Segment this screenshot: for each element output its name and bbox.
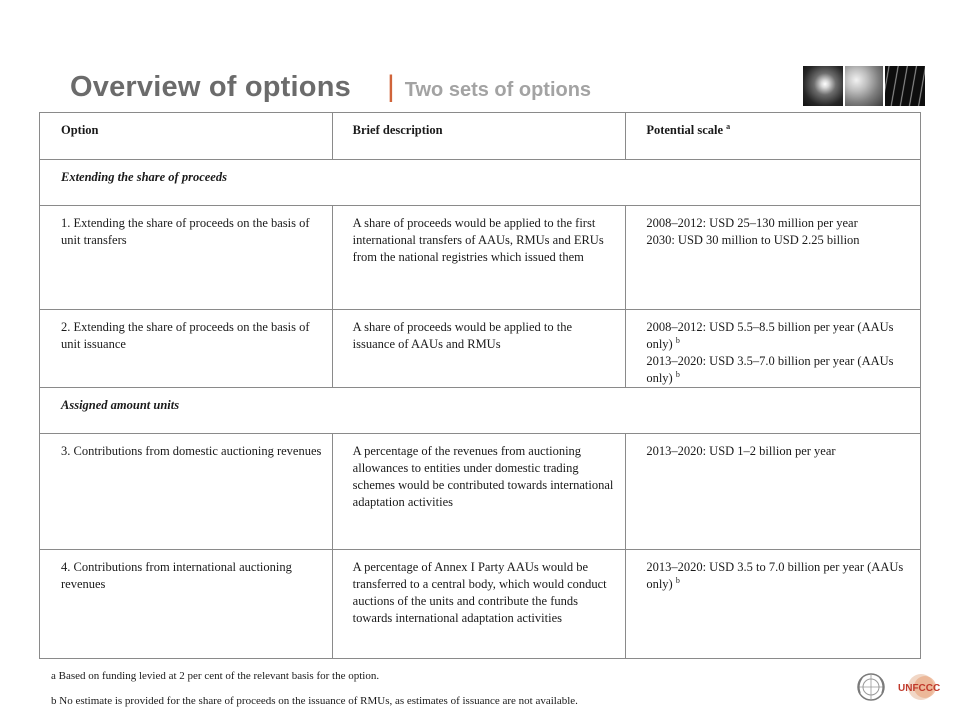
table-row xyxy=(40,434,921,550)
slide-title: Overview of options xyxy=(70,71,351,103)
scale-cell xyxy=(626,434,921,550)
section-title: Extending the share of proceeds xyxy=(40,160,921,206)
scale-line xyxy=(646,353,910,387)
table-row xyxy=(40,206,921,310)
scale-text: 2013–2020: USD 3.5–7.0 billion per year (AAUs only) xyxy=(646,354,894,385)
sun-photo-icon xyxy=(803,66,843,106)
table-header-row xyxy=(40,113,921,160)
section-title: Assigned amount units xyxy=(40,388,921,434)
header-description: Brief description xyxy=(332,113,626,160)
description-cell: A percentage of Annex I Party AAUs would be transferred to a central body, which would conduct auctions of the units and contribute the funds towards international adaptation activities xyxy=(332,550,626,659)
description-cell: A share of proceeds would be applied to the first international transfers of AAUs, RMUs and ERUs from the national registries which issued them xyxy=(332,206,626,310)
header-option: Option xyxy=(40,113,333,160)
table-row xyxy=(40,310,921,388)
option-cell: 3. Contributions from domestic auctioning revenues xyxy=(40,434,333,550)
unfccc-logo-text: UNFCCC xyxy=(898,683,941,694)
option-cell: 1. Extending the share of proceeds on the basis of unit transfers xyxy=(40,206,333,310)
footnote-ref: b xyxy=(675,575,680,585)
header-photo-strip xyxy=(803,66,925,106)
option-cell: 4. Contributions from international auctioning revenues xyxy=(40,550,333,659)
title-separator: | xyxy=(386,70,395,103)
scale-cell xyxy=(626,550,921,659)
section-row xyxy=(40,388,921,434)
header-scale xyxy=(626,113,921,160)
description-cell: A share of proceeds would be applied to the issuance of AAUs and RMUs xyxy=(332,310,626,388)
un-emblem-icon xyxy=(855,671,887,703)
scale-cell xyxy=(626,310,921,388)
clouds-photo-icon xyxy=(845,66,883,106)
section-row xyxy=(40,160,921,206)
footnote-b: b No estimate is provided for the share of proceeds on the issuance of RMUs, as estimates of issuance are not available. xyxy=(51,695,578,707)
scale-line xyxy=(646,559,910,593)
scale-text: 2008–2012: USD 5.5–8.5 billion per year (AAUs only) xyxy=(646,320,894,351)
option-cell: 2. Extending the share of proceeds on the basis of unit issuance xyxy=(40,310,333,388)
scale-text: 2013–2020: USD 3.5 to 7.0 billion per year (AAUs only) xyxy=(646,560,904,591)
table-row xyxy=(40,550,921,659)
scale-line: 2030: USD 30 million to USD 2.25 billion xyxy=(646,233,860,247)
scale-cell xyxy=(626,206,921,310)
scale-line: 2013–2020: USD 1–2 billion per year xyxy=(646,444,836,458)
footnote-ref: b xyxy=(675,369,680,379)
footnote-ref: a xyxy=(726,121,731,131)
unfccc-logo-icon xyxy=(895,672,945,702)
footnote-a: a Based on funding levied at 2 per cent of the relevant basis for the option. xyxy=(51,670,380,682)
footnotes xyxy=(51,669,851,708)
footnote-ref: b xyxy=(675,335,680,345)
options-table xyxy=(39,112,921,659)
rain-photo-icon xyxy=(885,66,925,106)
description-cell: A percentage of the revenues from auctioning allowances to entities under domestic trading schemes would be contributed towards international adaptation activities xyxy=(332,434,626,550)
header-scale-label: Potential scale xyxy=(646,123,724,137)
scale-line xyxy=(646,319,910,353)
slide-subtitle: Two sets of options xyxy=(404,79,592,101)
scale-line: 2008–2012: USD 25–130 million per year xyxy=(646,216,858,230)
slide-title-bar xyxy=(70,70,591,110)
